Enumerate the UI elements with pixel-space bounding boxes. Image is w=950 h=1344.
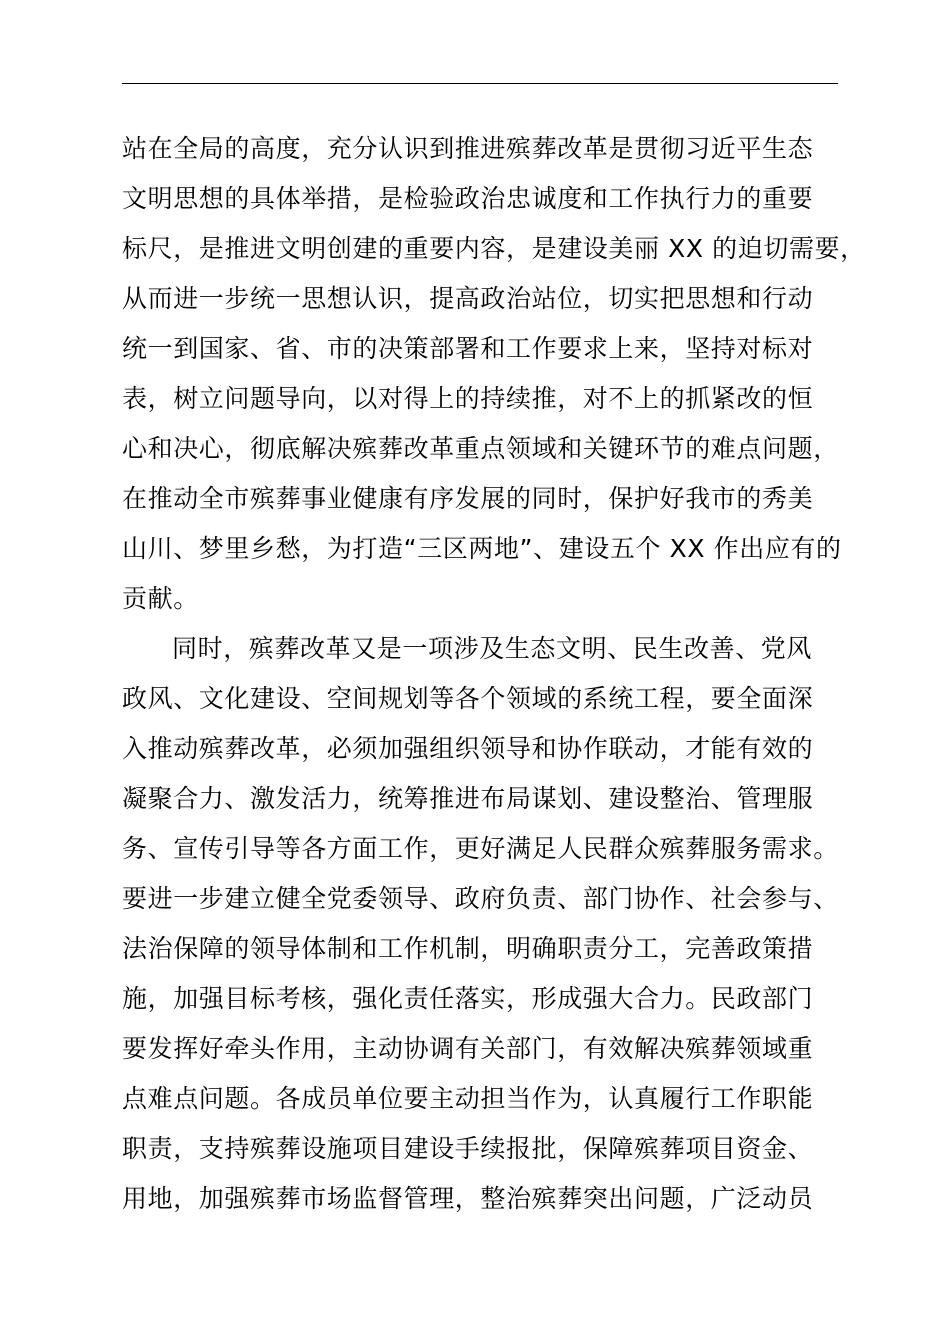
text-line: 表，树立问题导向，以对得上的持续推，对不上的抓紧改的恒 (122, 384, 814, 413)
header-rule (122, 83, 838, 84)
text-line: 同时，殡葬改革又是一项涉及生态文明、民生改善、党风 (172, 634, 813, 663)
text-line: 入推动殡葬改革，必须加强组织领导和协作联动，才能有效的 (122, 734, 814, 763)
text-line: 在推动全市殡葬事业健康有序发展的同时，保护好我市的秀美 (122, 484, 814, 513)
paragraph-1 (122, 124, 866, 624)
text-line: 政风、文化建设、空间规划等各个领域的系统工程，要全面深 (122, 684, 814, 713)
text-line: 施，加强目标考核，强化责任落实，形成强大合力。民政部门 (122, 984, 814, 1013)
text-line: 贡献。 (122, 584, 199, 613)
text-line: 山川、梦里乡愁，为打造“三区两地”、建设五个 XX 作出应有的 (122, 534, 842, 563)
text-line: 统一到国家、省、市的决策部署和工作要求上来，坚持对标对 (122, 334, 814, 363)
paragraph-2 (122, 624, 862, 1224)
text-line: 从而进一步统一思想认识，提高政治站位，切实把思想和行动 (122, 284, 814, 313)
text-line: 标尺，是推进文明创建的重要内容，是建设美丽 XX 的迫切需要， (122, 234, 866, 263)
text-line: 务、宣传引导等各方面工作，更好满足人民群众殡葬服务需求。 (122, 834, 839, 863)
text-line: 用地，加强殡葬市场监督管理，整治殡葬突出问题，广泛动员 (122, 1184, 814, 1213)
text-line: 要进一步建立健全党委领导、政府负责、部门协作、社会参与、 (122, 884, 839, 913)
text-line: 法治保障的领导体制和工作机制，明确职责分工，完善政策措 (122, 934, 814, 963)
text-line: 文明思想的具体举措，是检验政治忠诚度和工作执行力的重要 (122, 184, 814, 213)
text-line: 站在全局的高度，充分认识到推进殡葬改革是贯彻习近平生态 (122, 134, 814, 163)
text-line: 凝聚合力、激发活力，统筹推进布局谋划、建设整治、管理服 (122, 784, 814, 813)
text-line: 职责，支持殡葬设施项目建设手续报批，保障殡葬项目资金、 (122, 1134, 814, 1163)
document-body (122, 124, 866, 1224)
text-line: 要发挥好牵头作用，主动协调有关部门，有效解决殡葬领域重 (122, 1034, 814, 1063)
text-line: 点难点问题。各成员单位要主动担当作为，认真履行工作职能 (122, 1084, 814, 1113)
text-line: 心和决心，彻底解决殡葬改革重点领域和关键环节的难点问题， (122, 434, 839, 463)
